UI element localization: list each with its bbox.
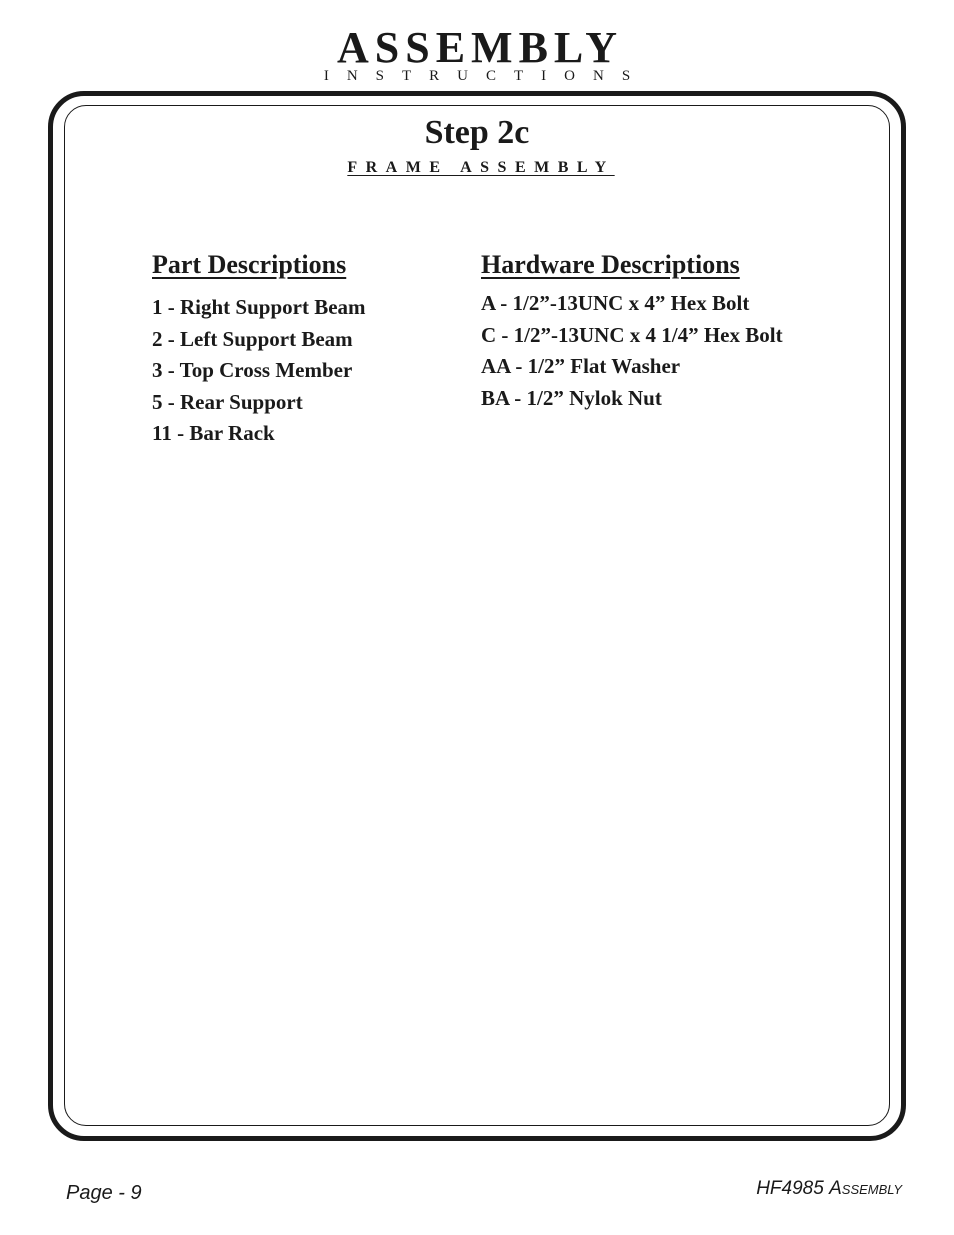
footer-model: HF4985 bbox=[756, 1178, 824, 1199]
hardware-item: C - 1/2”-13UNC x 4 1/4” Hex Bolt bbox=[481, 322, 783, 347]
hardware-item: BA - 1/2” Nylok Nut bbox=[481, 385, 662, 410]
part-item: 11 - Bar Rack bbox=[152, 421, 275, 445]
hardware-list bbox=[481, 288, 861, 414]
step-subtitle-text: FRAME ASSEMBLY bbox=[347, 159, 615, 176]
part-item: 2 - Left Support Beam bbox=[152, 326, 353, 351]
part-descriptions-heading: Part Descriptions bbox=[152, 250, 347, 279]
part-item: 1 - Right Support Beam bbox=[152, 295, 366, 319]
hardware-item: A - 1/2”-13UNC x 4” Hex Bolt bbox=[481, 291, 750, 315]
part-descriptions bbox=[152, 248, 452, 450]
hardware-descriptions-heading: Hardware Descriptions bbox=[481, 250, 740, 279]
part-item: 3 - Top Cross Member bbox=[152, 358, 353, 382]
footer-doc: Assembly bbox=[829, 1178, 902, 1199]
page-number: Page - 9 bbox=[66, 1182, 142, 1204]
step-title: Step 2c bbox=[424, 114, 530, 151]
footer-doc-title bbox=[756, 1177, 902, 1201]
part-item: 5 - Rear Support bbox=[152, 389, 303, 414]
part-list bbox=[152, 292, 452, 450]
header-subtitle: INSTRUCTIONS bbox=[323, 68, 649, 84]
hardware-item: AA - 1/2” Flat Washer bbox=[481, 354, 681, 378]
header-title: ASSEMBLY bbox=[336, 23, 624, 72]
hardware-descriptions bbox=[481, 248, 861, 414]
step-subtitle bbox=[0, 158, 954, 178]
